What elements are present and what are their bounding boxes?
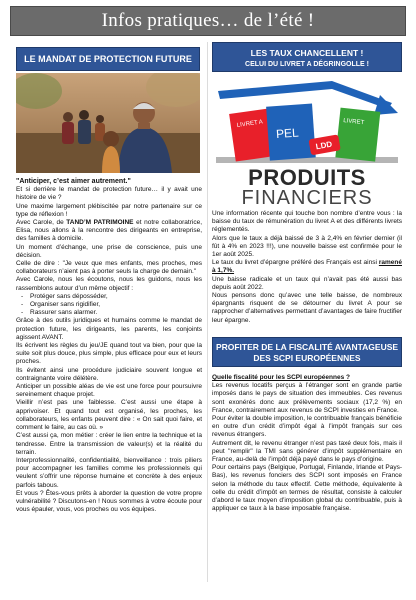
scpi-article <box>212 374 402 513</box>
mandat-paragraph: Interprofessionnalité, confidentialité, bienveillance : trois piliers pour accompagner les familles comme les professionnels qui veulent s’offrir une réponse humaine et concrète à des enjeux parfois tabous. <box>16 456 202 489</box>
mandat-text: Avec Carole, de <box>16 219 67 227</box>
mandat-paragraph: Et vous ? Êtes-vous prêts à aborder la question de votre propre vulnérabilité ? Discutons-en ! Nous sommes à votre écoute pour vous épauler, vous, vos proches ou vos équipes. <box>16 489 202 514</box>
list-item: - Rassurer sans alarmer. <box>30 309 202 317</box>
mandat-paragraph: Ils évitent ainsi une procédure judiciaire souvent longue et contraignante voire délétère. <box>16 366 202 382</box>
scpi-paragraph: Autrement dit, le revenu étranger n’est pas taxé deux fois, mais il peut "remplir" la TMI sans générer d’impôt supplémentaire en France, au-delà de l’impôt déjà payé dans le pays d’origine. <box>212 439 402 464</box>
scpi-question: Quelle fiscalité pour les SCPI européennes ? <box>212 374 350 381</box>
mandat-paragraph: Anticiper un possible aléas de vie est une force pour poursuivre sereinement chaque projet. <box>16 383 202 399</box>
taux-paragraph: Une information récente qui touche bon nombre d’entre vous : la baisse du taux de rémunération du livret A et des différents livrets réglementés. <box>212 210 402 234</box>
mandat-paragraph: Avec Carole, nous les écoutons, nous les guidons, nous les rassemblons autour d’un même objectif : <box>16 276 202 292</box>
taux-paragraph: Une baisse radicale et un taux qui n’avait pas été aussi bas depuis août 2022. <box>212 275 402 291</box>
taux-text: Le taux du livret d’épargne préféré des Français est ainsi <box>212 259 379 267</box>
taux-banner-title: LES TAUX CHANCELLENT ! <box>250 48 364 58</box>
brand-line-1: PRODUITS <box>248 165 366 190</box>
livret-label: LIVRET <box>342 118 365 127</box>
mandat-quote: "Anticiper, c’est aimer autrement." <box>16 178 131 185</box>
taux-paragraph: Nous pensons donc qu’avec une telle baisse, de nombreux épargnants risquent de se détourner du livret A pour se rapprocher d’alternatives permettant d’avantages de faire fructifier leur épargne. <box>212 292 402 324</box>
taux-banner <box>212 42 402 72</box>
mandat-paragraph: Vieillir n’est pas une faiblesse. C’est aussi une étape à apprivoiser. Et quand tout est organisé, les proches, les collaborateurs, les enfants peuvent dire : « On sait quoi faire, et comment le faire, au cas où. » <box>16 399 202 432</box>
pel-label: PEL <box>275 125 300 142</box>
scpi-paragraph: Pour certains pays (Belgique, Portugal, Finlande, Irlande et Pays-Bas), les revenus fonciers des SCPI sont imposés en France selon la méthode du taux effectif. Cette méthode, équivalente à celle du crédit d’impôt en termes de résultat, consiste à calculer d’abord le taux moyen d’imposition global du contribuable, puis à appliquer ce taux à la base imposable française. <box>212 464 402 513</box>
family-photo <box>16 73 200 173</box>
mandat-paragraph: Grâce à des outils juridiques et humains comme le mandat de protection future, les dirigeants, les parents, les conjoints agissent AVANT. <box>16 317 202 341</box>
taux-article <box>212 210 402 325</box>
mandat-text: et notre collaboratrice, Elisa, nous allons à la rencontre des dirigeants en entreprise, des familles à domicile. <box>16 219 202 243</box>
scpi-banner: PROFITER DE LA FISCALITÉ AVANTAGEUSE DES SCPI EUROPÉENNES <box>212 337 402 367</box>
taux-paragraph: Alors que le taux a déjà baissé de 3 à 2,4% en février dernier (il fût à 4% en 2023 !!!), une nouvelle baisse est confirmée pour le 1er août 2025. <box>212 234 402 259</box>
mandat-paragraph: Ils écrivent les règles du jeu/JE quand tout va bien, pour que la suite soit plus douce, plus simple, plus efficace pour eux et leurs proches. <box>16 342 202 366</box>
produits-financiers-logo <box>212 167 402 207</box>
mandat-banner: LE MANDAT DE PROTECTION FUTURE <box>16 47 200 71</box>
ldd-label: LDD <box>315 139 333 152</box>
scpi-paragraph: Pour éviter la double imposition, le contribuable français bénéficie en outre d’un crédit d’impôt égal à l’impôt français sur ces revenus étrangers. <box>212 415 402 439</box>
page-title: Infos pratiques… de l’été ! <box>101 10 315 31</box>
savings-books-illustration <box>212 73 402 168</box>
mandat-paragraph: Et si derrière le mandat de protection future… il y avait une histoire de vie ? <box>16 186 202 202</box>
mandat-paragraph: Un moment d’échange, une prise de conscience, puis une décision. <box>16 243 202 259</box>
mandat-paragraph: Une maxime largement plébiscitée par notre partenaire sur ce type de réflexion ! <box>16 202 202 218</box>
mandat-article <box>16 178 202 514</box>
list-item: - Protéger sans déposséder, <box>30 293 202 301</box>
page-title-bar <box>10 6 406 36</box>
taux-highlight: ramené à 1,7%. <box>212 259 402 275</box>
scpi-paragraph: Les revenus locatifs perçus à l’étranger sont en grande partie imposés dans le pays de situation des immeubles. Ces revenus sont exonérés donc aux prélèvements sociaux (17,2 %) en France, contrairement aux revenus de SCPI investies en France. <box>212 382 402 414</box>
partner-name: TAND’M PATRIMOINE <box>66 219 134 227</box>
column-divider <box>207 42 208 582</box>
mandat-paragraph: C’est aussi ça, mon métier : créer le lien entre la technique et la tendresse. Entre la transmission de valeur(s) et la réalité du terrain. <box>16 432 202 456</box>
livret-a-label: LIVRET A <box>236 119 264 130</box>
family-photo-illustration <box>16 73 200 173</box>
brand-line-2: FINANCIERS <box>241 187 373 209</box>
list-item: - Organiser sans rigidifier, <box>30 301 202 309</box>
taux-banner-subtitle: CELUI DU LIVRET A DÉGRINGOLLE ! <box>245 61 369 68</box>
mandat-paragraph <box>16 219 202 244</box>
mandat-objectives-list <box>16 293 202 318</box>
mandat-paragraph: Celle de dire : "Je veux que mes enfants, mes proches, mes collaborateurs n’aient pas à porter seuls la charge de demain." <box>16 260 202 276</box>
taux-paragraph <box>212 259 402 275</box>
savings-graphic <box>212 73 402 168</box>
